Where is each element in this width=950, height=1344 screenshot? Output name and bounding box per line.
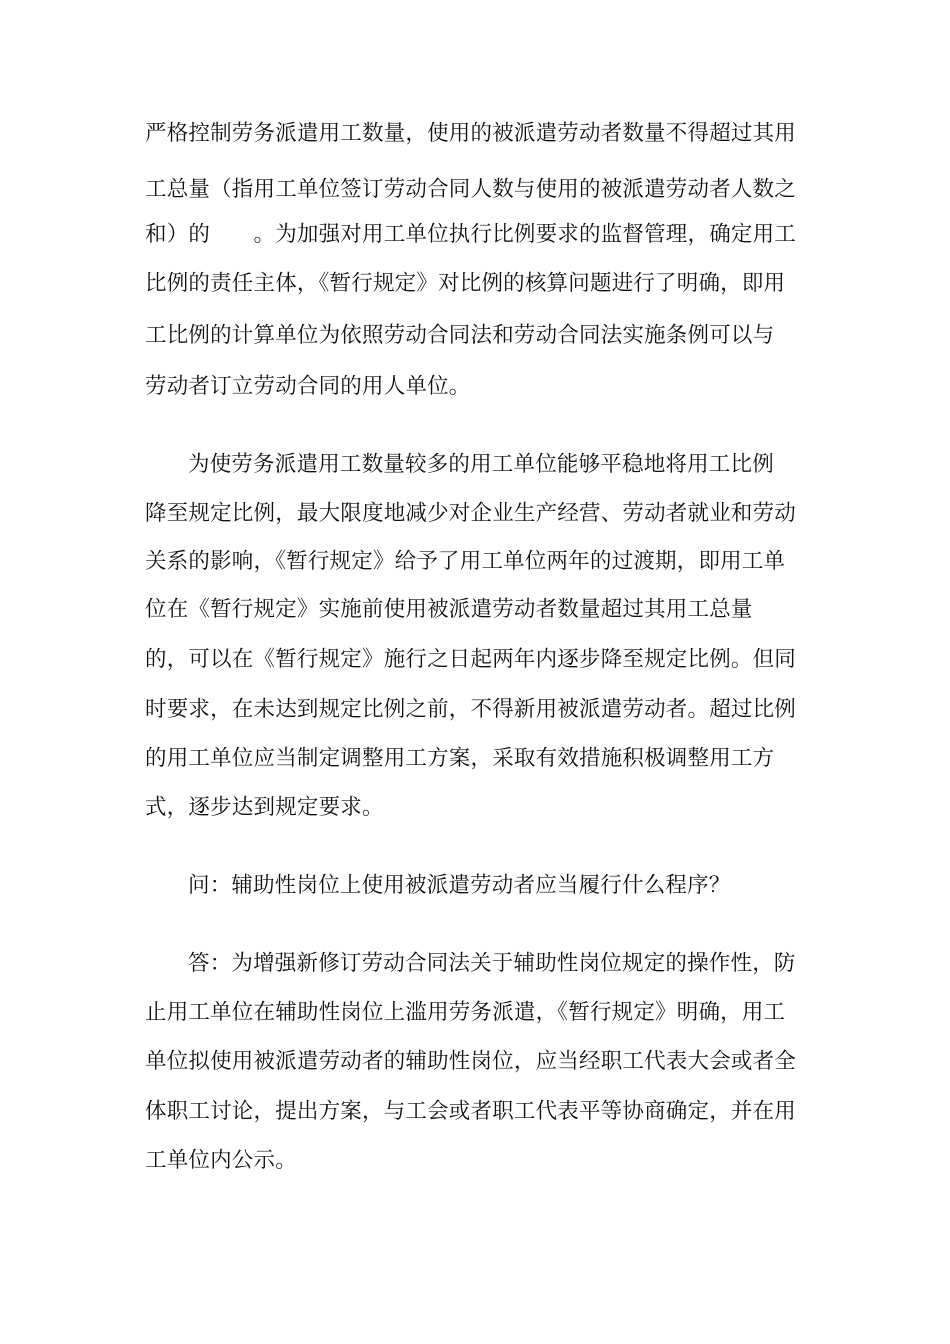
text-line: 严格控制劳务派遣用工数量，使用的被派遣劳动者数量不得超过其用 [145, 121, 797, 146]
text-line: 式，逐步达到规定要求。 [145, 795, 384, 820]
text-line: 和）的 。为加强对用工单位执行比例要求的监督管理，确定用工 [145, 222, 797, 247]
text-line: 问：辅助性岗位上使用被派遣劳动者应当履行什么程序？ [188, 873, 731, 898]
text-line: 工单位内公示。 [145, 1148, 297, 1173]
text-line: 单位拟使用被派遣劳动者的辅助性岗位，应当经职工代表大会或者全 [145, 1049, 797, 1074]
text-line: 比例的责任主体，《暂行规定》对比例的核算问题进行了明确，即用 [145, 271, 786, 296]
text-line: 的用工单位应当制定调整用工方案，采取有效措施积极调整用工方 [145, 746, 775, 771]
text-line: 位在《暂行规定》实施前使用被派遣劳动者数量超过其用工总量 [145, 597, 753, 622]
text-line: 劳动者订立劳动合同的用人单位。 [145, 374, 471, 399]
text-line: 的，可以在《暂行规定》施行之日起两年内逐步降至规定比例。但同 [145, 647, 797, 672]
text-line: 工比例的计算单位为依照劳动合同法和劳动合同法实施条例可以与 [145, 323, 775, 348]
text-line: 时要求，在未达到规定比例之前，不得新用被派遣劳动者。超过比例 [145, 697, 797, 722]
text-line: 关系的影响，《暂行规定》给予了用工单位两年的过渡期，即用工单 [145, 549, 786, 574]
text-line: 工总量（指用工单位签订劳动合同人数与使用的被派遣劳动者人数之 [145, 177, 797, 202]
text-line: 体职工讨论，提出方案，与工会或者职工代表平等协商确定，并在用 [145, 1099, 797, 1124]
text-line: 止用工单位在辅助性岗位上滥用劳务派遣，《暂行规定》明确，用工 [145, 1000, 786, 1025]
text-line: 降至规定比例，最大限度地减少对企业生产经营、劳动者就业和劳动 [145, 501, 797, 526]
text-line: 为使劳务派遣用工数量较多的用工单位能够平稳地将用工比例 [188, 452, 774, 477]
text-line: 答：为增强新修订劳动合同法关于辅助性岗位规定的操作性，防 [188, 951, 796, 976]
